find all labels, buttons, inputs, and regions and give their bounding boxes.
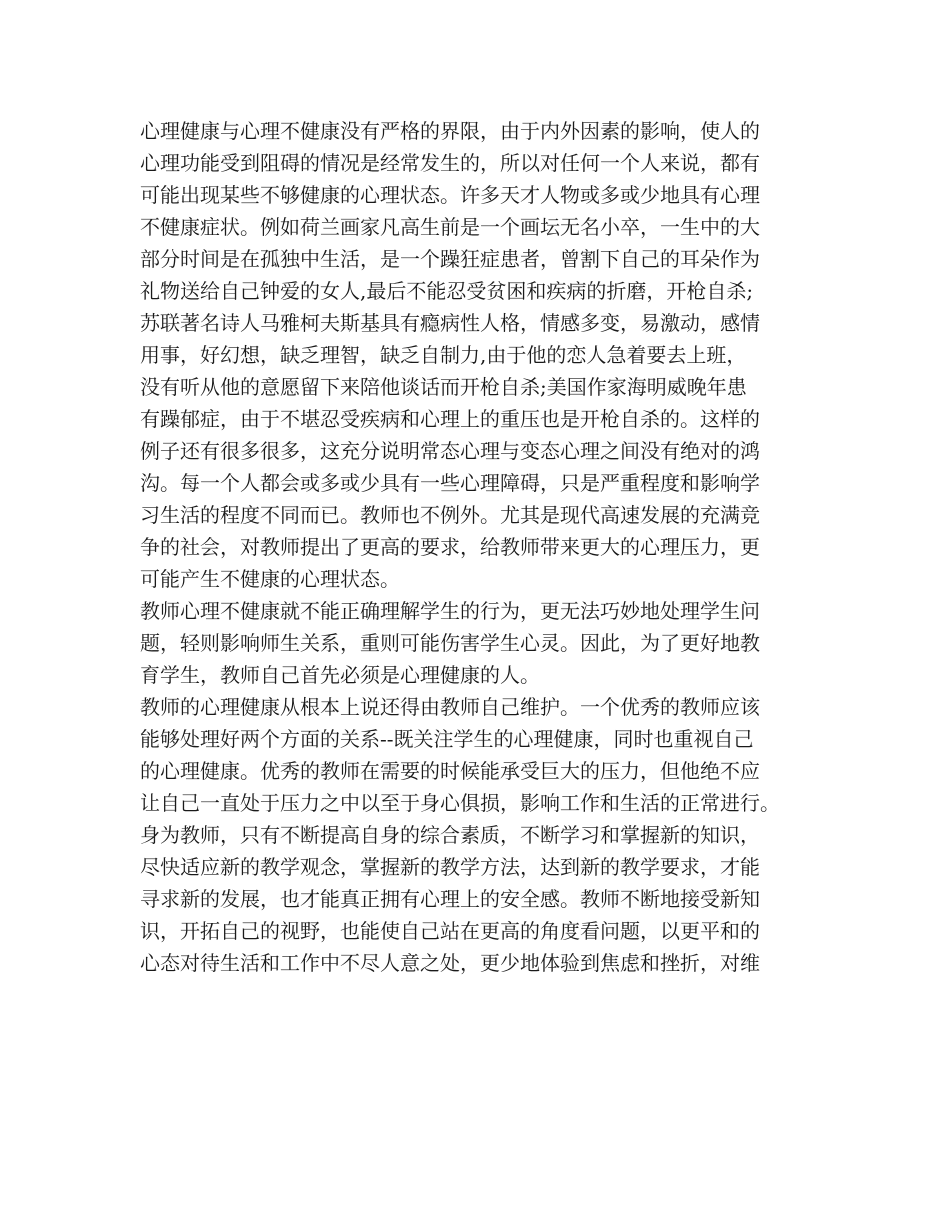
text-line: 题，轻则影响师生关系，重则可能伤害学生心灵。因此，为了更好地教 [140, 631, 760, 655]
text-line: 用事，好幻想，缺乏理智，缺乏自制力,由于他的恋人急着要去上班， [140, 343, 747, 367]
text-line: 没有听从他的意愿留下来陪他谈话而开枪自杀;美国作家海明威晚年患 [140, 375, 747, 399]
text-line: 身为教师，只有不断提高自身的综合素质，不断学习和掌握新的知识， [140, 823, 760, 847]
text-line: 尽快适应新的教学观念，掌握新的教学方法，达到新的教学要求，才能 [140, 855, 760, 879]
text-line: 寻求新的发展，也才能真正拥有心理上的安全感。教师不断地接受新知 [140, 887, 760, 911]
text-line: 部分时间是在孤独中生活，是一个躁狂症患者，曾割下自己的耳朵作为 [140, 247, 760, 271]
text-line: 可能产生不健康的心理状态。 [140, 567, 400, 591]
text-line: 习生活的程度不同而已。教师也不例外。尤其是现代高速发展的充满竞 [140, 503, 760, 527]
text-line: 育学生，教师自己首先必须是心理健康的人。 [140, 663, 540, 687]
text-line: 不健康症状。例如荷兰画家凡高生前是一个画坛无名小卒，一生中的大 [140, 215, 760, 239]
text-line: 苏联著名诗人马雅柯夫斯基具有瘾病性人格，情感多变，易激动，感情 [140, 311, 760, 335]
text-line: 的心理健康。优秀的教师在需要的时候能承受巨大的压力，但他绝不应 [140, 759, 760, 783]
text-line: 争的社会，对教师提出了更高的要求，给教师带来更大的心理压力，更 [140, 535, 760, 559]
text-line: 可能出现某些不够健康的心理状态。许多天才人物或多或少地具有心理 [140, 183, 760, 207]
text-line: 教师的心理健康从根本上说还得由教师自己维护。一个优秀的教师应该 [140, 695, 760, 719]
text-line: 例子还有很多很多，这充分说明常态心理与变态心理之间没有绝对的鸿 [140, 439, 760, 463]
text-line: 识，开拓自己的视野，也能使自己站在更高的角度看问题，以更平和的 [140, 919, 760, 943]
text-line: 能够处理好两个方面的关系--既关注学生的心理健康，同时也重视自己 [140, 727, 754, 751]
text-line: 礼物送给自己钟爱的女人,最后不能忍受贫困和疾病的折磨，开枪自杀; [140, 279, 754, 303]
text-line: 沟。每一个人都会或多或少具有一些心理障碍，只是严重程度和影响学 [140, 471, 760, 495]
text-line: 让自己一直处于压力之中以至于身心俱损，影响工作和生活的正常进行。 [140, 791, 780, 815]
text-line: 有躁郁症，由于不堪忍受疾病和心理上的重压也是开枪自杀的。这样的 [140, 407, 760, 431]
text-line: 教师心理不健康就不能正确理解学生的行为，更无法巧妙地处理学生问 [140, 599, 760, 623]
body-text [140, 115, 830, 979]
text-line: 心理健康与心理不健康没有严格的界限，由于内外因素的影响，使人的 [140, 119, 760, 143]
text-line: 心理功能受到阻碍的情况是经常发生的，所以对任何一个人来说，都有 [140, 151, 760, 175]
text-line: 心态对待生活和工作中不尽人意之处，更少地体验到焦虑和挫折，对维 [140, 951, 760, 975]
